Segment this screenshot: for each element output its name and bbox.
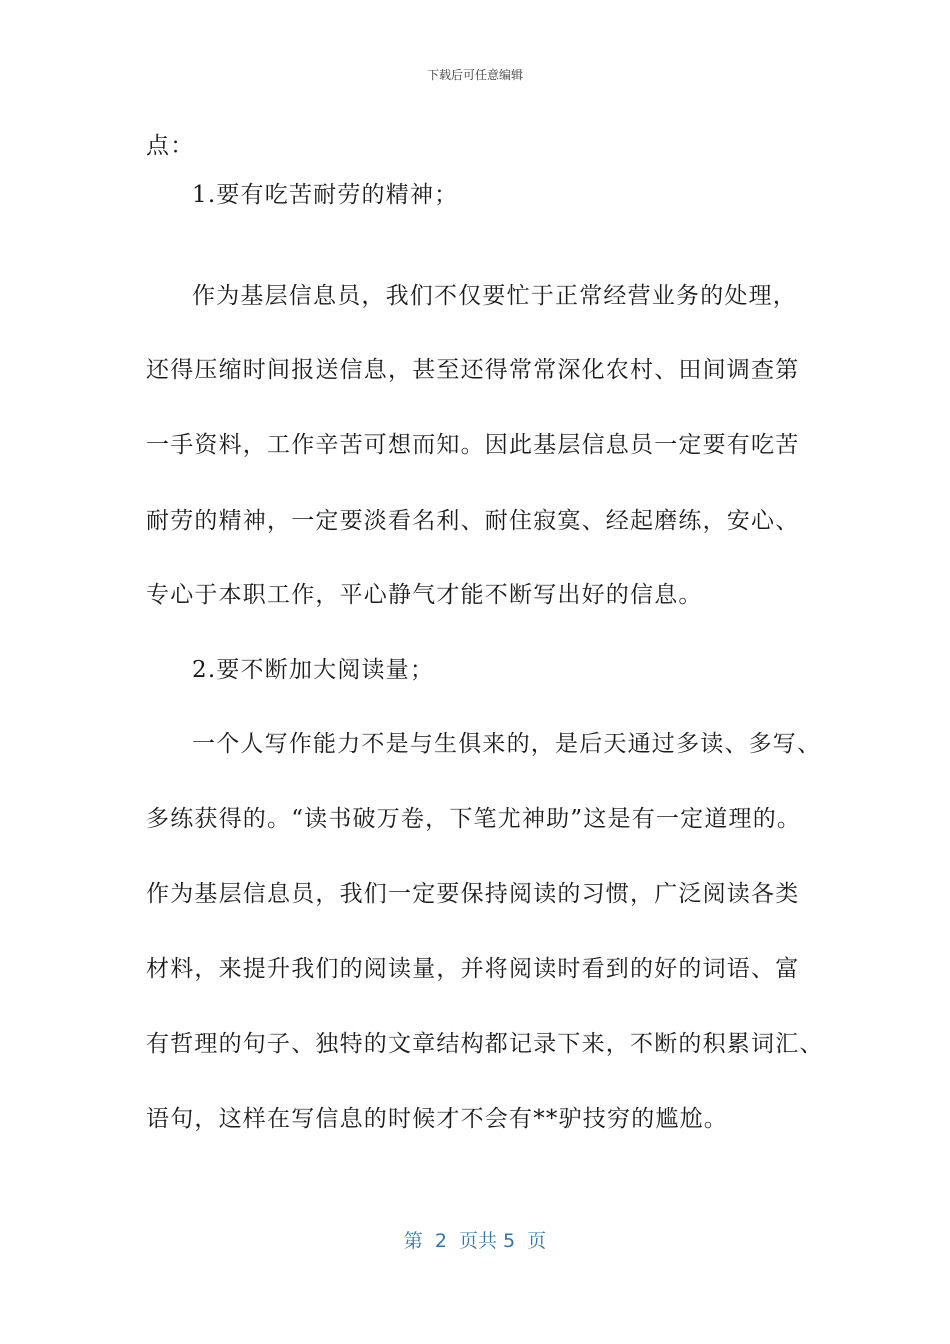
- text-line: 耐劳的精神，一定要淡看名利、耐住寂寞、经起磨练，安心、: [146, 508, 800, 534]
- text-line: 作为基层信息员，我们不仅要忙于正常经营业务的处理，: [192, 283, 797, 309]
- text-line: 语句，这样在写信息的时候才不会有**驴技穷的尴尬。: [146, 1106, 728, 1132]
- text-line: 作为基层信息员，我们一定要保持阅读的习惯，广泛阅读各类: [146, 881, 800, 907]
- text-line: 一个人写作能力不是与生俱来的，是后天通过多读、多写、: [192, 731, 822, 757]
- list-heading-1: 1.要有吃苦耐劳的精神；: [192, 182, 459, 208]
- page-number: 第 2 页共 5 页: [403, 1230, 547, 1252]
- text-line: 还得压缩时间报送信息，甚至还得常常深化农村、田间调查第: [146, 357, 800, 383]
- list-heading-2: 2.要不断加大阅读量；: [192, 657, 435, 683]
- text-line: 有哲理的句子、独特的文章结构都记录下来，不断的积累词汇、: [146, 1031, 824, 1057]
- text-line: 一手资料，工作辛苦可想而知。因此基层信息员一定要有吃苦: [146, 432, 800, 458]
- header-note: 下载后可任意编辑: [426, 68, 523, 82]
- text-line: 专心于本职工作，平心静气才能不断写出好的信息。: [146, 582, 703, 608]
- text-line: 多练获得的。“读书破万卷，下笔尤神助”这是有一定道理的。: [146, 806, 802, 832]
- text-line: 点：: [146, 133, 195, 159]
- text-line: 材料，来提升我们的阅读量，并将阅读时看到的好的词语、富: [146, 956, 800, 982]
